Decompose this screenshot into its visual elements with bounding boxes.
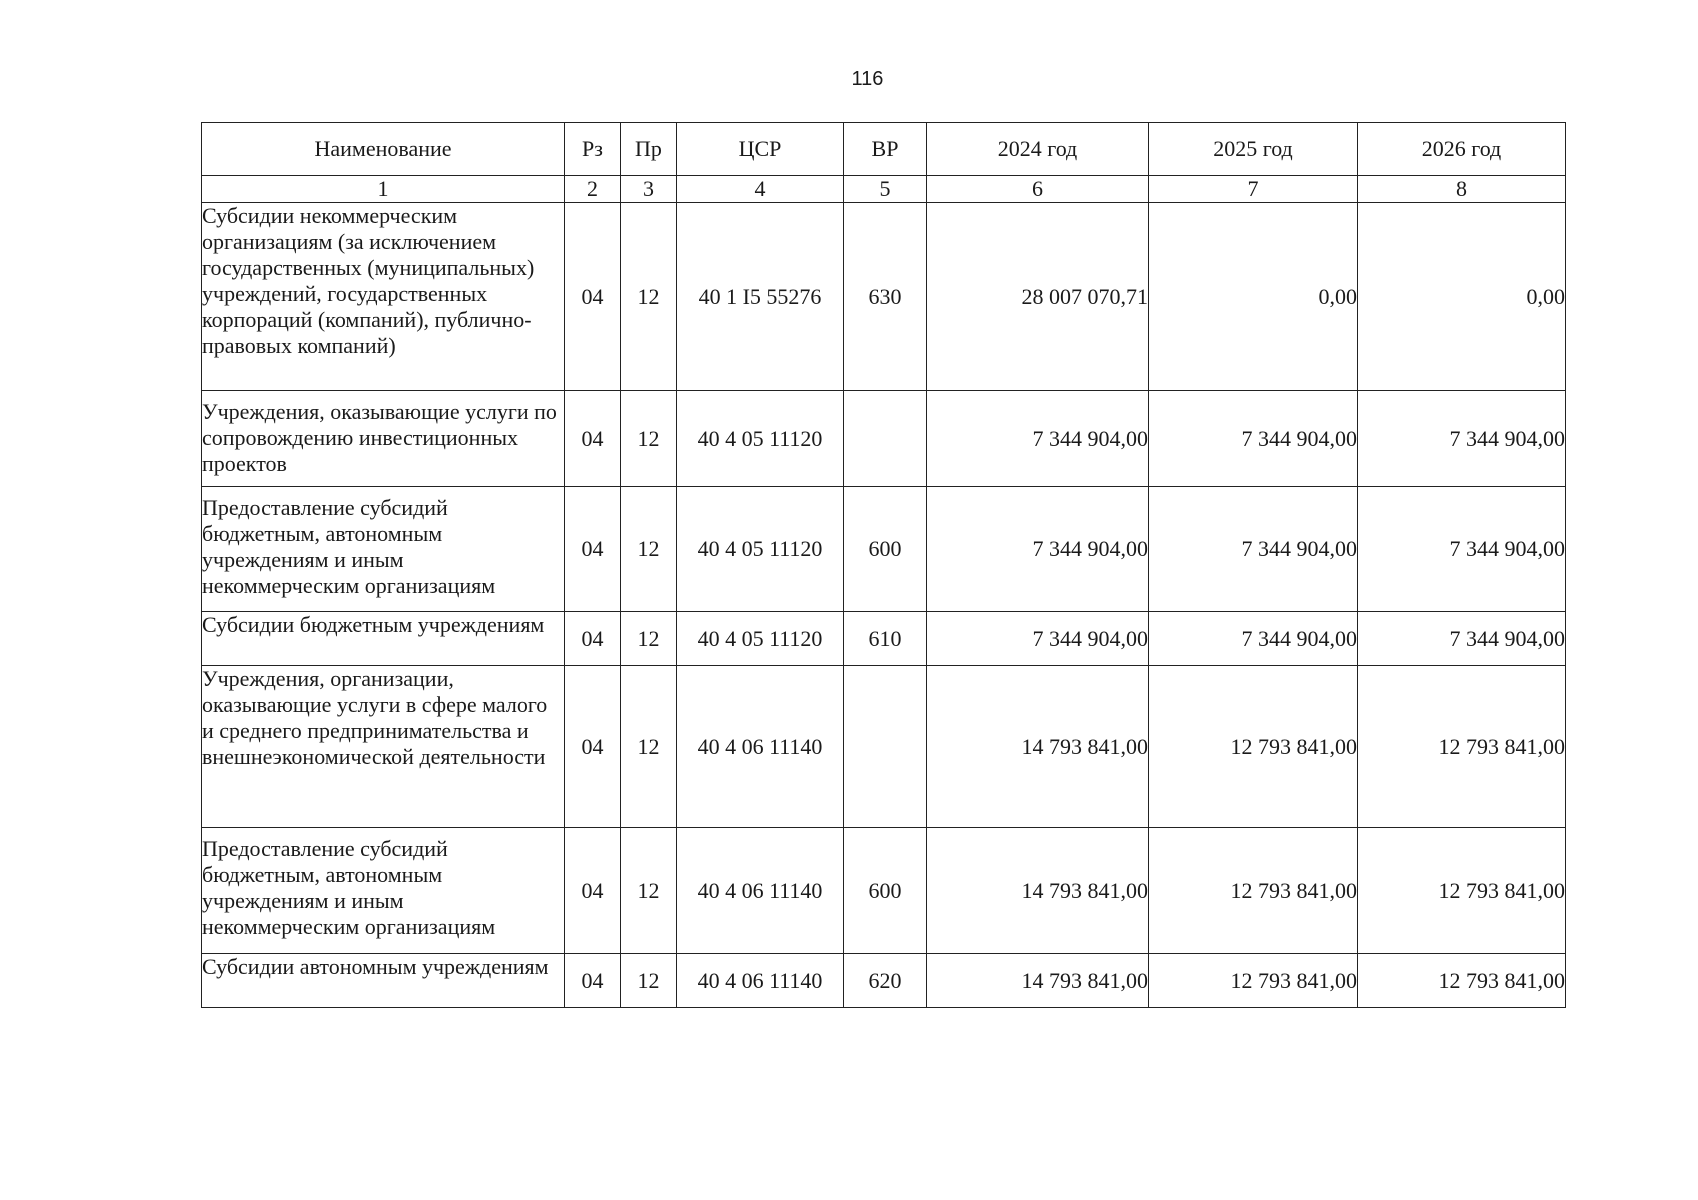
row-2024: 14 793 841,00: [927, 954, 1149, 1008]
row-rz: 04: [565, 612, 621, 666]
row-vr: 630: [844, 203, 927, 391]
row-2026: 7 344 904,00: [1358, 487, 1566, 612]
row-vr: [844, 666, 927, 828]
row-pr: 12: [621, 954, 677, 1008]
row-pr: 12: [621, 203, 677, 391]
row-rz: 04: [565, 954, 621, 1008]
row-csr: 40 4 05 11120: [677, 487, 844, 612]
header-row: [202, 123, 1566, 176]
row-name: Предоставление субсидий бюджетным, автономным учреждениям и иным некоммерческим организациям: [202, 828, 565, 954]
row-vr: 620: [844, 954, 927, 1008]
table-row: [202, 954, 1566, 1008]
row-pr: 12: [621, 828, 677, 954]
column-number: 1: [202, 176, 565, 203]
header-rz: Рз: [565, 123, 621, 176]
row-2025: 7 344 904,00: [1149, 612, 1358, 666]
row-2024: 7 344 904,00: [927, 487, 1149, 612]
table-row: [202, 203, 1566, 391]
header-csr: ЦСР: [677, 123, 844, 176]
budget-table: [201, 122, 1566, 1008]
header-pr: Пр: [621, 123, 677, 176]
row-2025: 0,00: [1149, 203, 1358, 391]
row-pr: 12: [621, 391, 677, 487]
row-2026: 12 793 841,00: [1358, 666, 1566, 828]
row-2024: 7 344 904,00: [927, 391, 1149, 487]
column-number: 7: [1149, 176, 1358, 203]
row-2026: 7 344 904,00: [1358, 391, 1566, 487]
column-number: 2: [565, 176, 621, 203]
row-rz: 04: [565, 828, 621, 954]
row-rz: 04: [565, 203, 621, 391]
header-vr: ВР: [844, 123, 927, 176]
column-number: 5: [844, 176, 927, 203]
row-name: Учреждения, организации, оказывающие услуги в сфере малого и среднего предпринимательства и внешнеэкономической деятельности: [202, 666, 565, 828]
row-csr: 40 4 06 11140: [677, 954, 844, 1008]
column-number-row: [202, 176, 1566, 203]
table-row: [202, 828, 1566, 954]
row-csr: 40 4 05 11120: [677, 391, 844, 487]
row-2025: 12 793 841,00: [1149, 954, 1358, 1008]
table-row: [202, 391, 1566, 487]
row-2026: 12 793 841,00: [1358, 954, 1566, 1008]
row-pr: 12: [621, 612, 677, 666]
row-2026: 7 344 904,00: [1358, 612, 1566, 666]
header-2026: 2026 год: [1358, 123, 1566, 176]
column-number: 3: [621, 176, 677, 203]
row-rz: 04: [565, 666, 621, 828]
row-2026: 0,00: [1358, 203, 1566, 391]
row-name: Предоставление субсидий бюджетным, автономным учреждениям и иным некоммерческим организациям: [202, 487, 565, 612]
row-rz: 04: [565, 487, 621, 612]
row-2026: 12 793 841,00: [1358, 828, 1566, 954]
row-csr: 40 1 I5 55276: [677, 203, 844, 391]
page-number: 116: [851, 68, 884, 90]
column-number: 4: [677, 176, 844, 203]
row-name: Учреждения, оказывающие услуги по сопровождению инвестиционных проектов: [202, 391, 565, 487]
row-name: Субсидии бюджетным учреждениям: [202, 612, 565, 666]
row-pr: 12: [621, 666, 677, 828]
row-2024: 14 793 841,00: [927, 666, 1149, 828]
row-vr: [844, 391, 927, 487]
header-2024: 2024 год: [927, 123, 1149, 176]
row-vr: 600: [844, 828, 927, 954]
header-name: Наименование: [202, 123, 565, 176]
row-2024: 14 793 841,00: [927, 828, 1149, 954]
header-2025: 2025 год: [1149, 123, 1358, 176]
row-pr: 12: [621, 487, 677, 612]
row-2024: 28 007 070,71: [927, 203, 1149, 391]
row-vr: 600: [844, 487, 927, 612]
column-number: 6: [927, 176, 1149, 203]
table-row: [202, 487, 1566, 612]
row-name: Субсидии автономным учреждениям: [202, 954, 565, 1008]
column-number: 8: [1358, 176, 1566, 203]
table-row: [202, 666, 1566, 828]
row-2025: 12 793 841,00: [1149, 828, 1358, 954]
row-csr: 40 4 06 11140: [677, 666, 844, 828]
row-csr: 40 4 06 11140: [677, 828, 844, 954]
row-2024: 7 344 904,00: [927, 612, 1149, 666]
row-name: Субсидии некоммерческим организациям (за исключением государственных (муниципальных) учреждений, государственных корпораций (компаний), публично-правовых компаний): [202, 203, 565, 391]
row-2025: 12 793 841,00: [1149, 666, 1358, 828]
row-csr: 40 4 05 11120: [677, 612, 844, 666]
table-row: [202, 612, 1566, 666]
row-rz: 04: [565, 391, 621, 487]
row-vr: 610: [844, 612, 927, 666]
row-2025: 7 344 904,00: [1149, 487, 1358, 612]
row-2025: 7 344 904,00: [1149, 391, 1358, 487]
